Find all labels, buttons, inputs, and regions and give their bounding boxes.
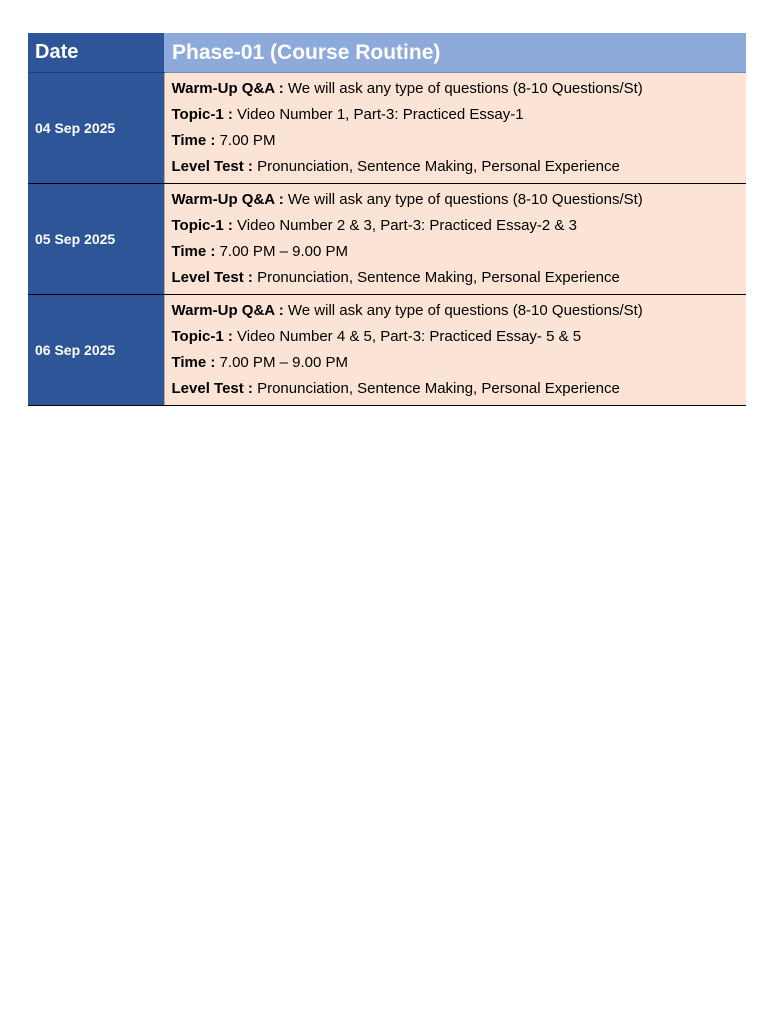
warmup-text: We will ask any type of questions (8-10 Questions/St) xyxy=(283,191,643,208)
row-date: 05 Sep 2025 xyxy=(28,184,164,295)
topic-text: Video Number 4 & 5, Part-3: Practiced Essay- 5 & 5 xyxy=(232,328,582,345)
level-test-label: Level Test : xyxy=(171,269,253,286)
course-routine-table xyxy=(28,33,746,406)
level-test-line xyxy=(172,376,747,402)
table-row xyxy=(28,295,746,406)
row-details xyxy=(164,73,746,184)
warmup-label: Warm-Up Q&A : xyxy=(171,191,284,208)
table-row xyxy=(28,73,746,184)
level-test-text: Pronunciation, Sentence Making, Personal Experience xyxy=(252,380,620,397)
warmup-text: We will ask any type of questions (8-10 Questions/St) xyxy=(283,80,643,97)
time-line xyxy=(172,128,747,154)
table-row xyxy=(28,184,746,295)
level-test-label: Level Test : xyxy=(171,380,253,397)
topic-line xyxy=(172,213,747,239)
row-details xyxy=(164,184,746,295)
time-line xyxy=(172,239,747,265)
row-date: 06 Sep 2025 xyxy=(28,295,164,406)
topic-line xyxy=(172,324,747,350)
level-test-line xyxy=(172,265,747,291)
level-test-label: Level Test : xyxy=(171,158,253,175)
row-details xyxy=(164,295,746,406)
time-label: Time : xyxy=(171,132,216,149)
topic-label: Topic-1 : xyxy=(171,106,233,123)
row-date: 04 Sep 2025 xyxy=(28,73,164,184)
time-line xyxy=(172,350,747,376)
warmup-line xyxy=(172,298,747,324)
time-label: Time : xyxy=(171,354,216,371)
topic-label: Topic-1 : xyxy=(171,328,233,345)
warmup-label: Warm-Up Q&A : xyxy=(171,302,284,319)
time-text: 7.00 PM xyxy=(215,132,276,149)
time-text: 7.00 PM – 9.00 PM xyxy=(215,354,348,371)
level-test-text: Pronunciation, Sentence Making, Personal Experience xyxy=(252,269,620,286)
level-test-line xyxy=(172,154,747,180)
topic-text: Video Number 2 & 3, Part-3: Practiced Essay-2 & 3 xyxy=(232,217,577,234)
topic-label: Topic-1 : xyxy=(171,217,233,234)
warmup-label: Warm-Up Q&A : xyxy=(171,80,284,97)
date-column-header: Date xyxy=(28,33,164,73)
topic-line xyxy=(172,102,747,128)
time-label: Time : xyxy=(171,243,216,260)
warmup-line xyxy=(172,76,747,102)
warmup-line xyxy=(172,187,747,213)
level-test-text: Pronunciation, Sentence Making, Personal Experience xyxy=(252,158,620,175)
phase-column-header: Phase-01 (Course Routine) xyxy=(164,33,746,73)
topic-text: Video Number 1, Part-3: Practiced Essay-1 xyxy=(232,106,524,123)
table-header-row xyxy=(28,33,746,73)
warmup-text: We will ask any type of questions (8-10 Questions/St) xyxy=(283,302,643,319)
time-text: 7.00 PM – 9.00 PM xyxy=(215,243,348,260)
